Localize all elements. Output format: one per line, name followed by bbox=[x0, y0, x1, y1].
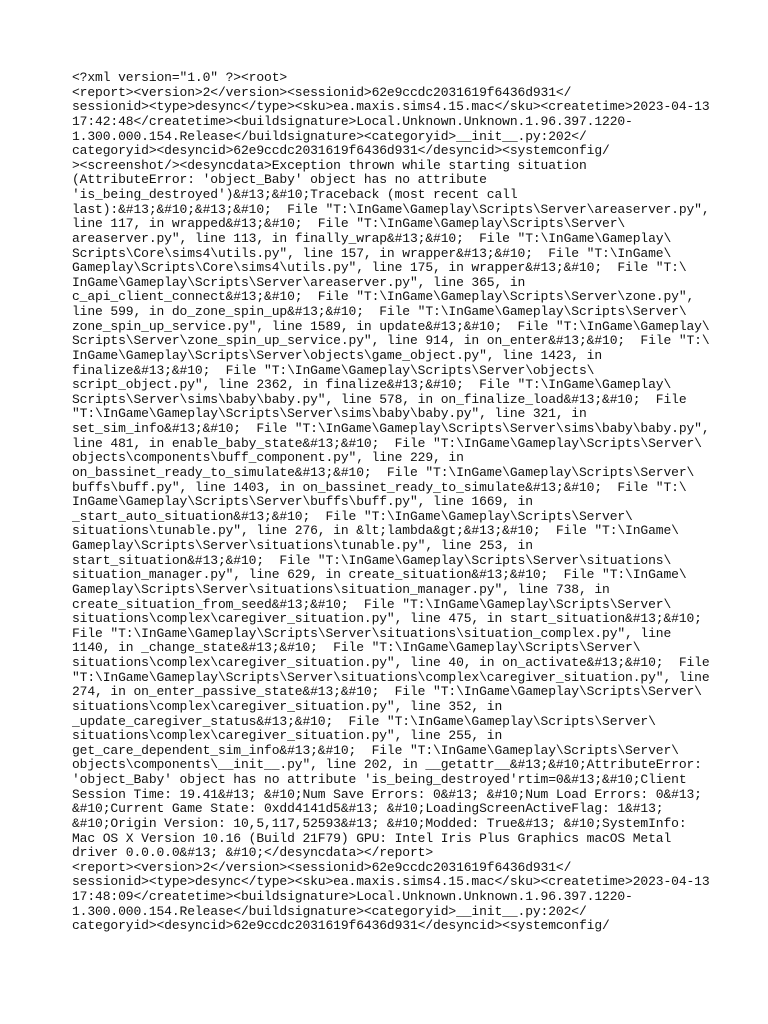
text-line: situations\tunable.py", line 276, in &lt;lambda&gt;&#13;&#10; File "T:\InGame\ bbox=[72, 523, 679, 539]
text-line: objects\components\__init__.py", line 202, in __getattr__&#13;&#10;AttributeError: bbox=[72, 757, 702, 773]
text-line: Scripts\Core\sims4\utils.py", line 157, in wrapper&#13;&#10; File "T:\InGame\ bbox=[72, 245, 672, 261]
text-line: 17:42:48</createtime><buildsignature>Local.Unknown.Unknown.1.96.397.1220- bbox=[72, 113, 633, 129]
text-line: situations\complex\caregiver_situation.py", line 255, in bbox=[72, 728, 503, 744]
text-line: InGame\Gameplay\Scripts\Server\areaserver.py", line 365, in bbox=[72, 274, 526, 290]
text-line: line 481, in enable_baby_state&#13;&#10; File "T:\InGame\Gameplay\Scripts\Server\ bbox=[72, 435, 702, 451]
text-line: situations\complex\caregiver_situation.py", line 352, in bbox=[72, 698, 503, 714]
document-page bbox=[72, 71, 712, 934]
text-line: "T:\InGame\Gameplay\Scripts\Server\situations\complex\caregiver_situation.py", line bbox=[72, 669, 710, 685]
text-line: driver 0.0.0.0&#13; &#10;</desyncdata></report> bbox=[72, 845, 434, 861]
text-line: categoryid><desyncid>62e9ccdc2031619f6436d931</desyncid><systemconfig/ bbox=[72, 143, 610, 159]
text-line: categoryid><desyncid>62e9ccdc2031619f6436d931</desyncid><systemconfig/ bbox=[72, 918, 610, 934]
text-line: InGame\Gameplay\Scripts\Server\objects\game_object.py", line 1423, in bbox=[72, 347, 603, 363]
text-line: 1140, in _change_state&#13;&#10; File "T:\InGame\Gameplay\Scripts\Server\ bbox=[72, 640, 641, 656]
text-line: Gameplay\Scripts\Server\situations\tunable.py", line 253, in bbox=[72, 538, 533, 553]
text-line: &#10;Current Game State: 0xdd4141d5&#13; &#10;LoadingScreenActiveFlag: 1&#13; bbox=[72, 801, 664, 817]
text-line: "T:\InGame\Gameplay\Scripts\Server\sims\baby\baby.py", line 321, in bbox=[72, 406, 587, 422]
text-line: 1.300.000.154.Release</buildsignature><categoryid>__init__.py:202</ bbox=[72, 903, 587, 919]
text-line: InGame\Gameplay\Scripts\Server\buffs\buff.py", line 1669, in bbox=[72, 494, 533, 510]
text-line: 'is_being_destroyed')&#13;&#10;Traceback (most recent call bbox=[72, 187, 518, 202]
text-line: create_situation_from_seed&#13;&#10; File "T:\InGame\Gameplay\Scripts\Server\ bbox=[72, 596, 672, 612]
text-line: Scripts\Server\sims\baby\baby.py", line 578, in on_finalize_load&#13;&#10; File bbox=[72, 391, 687, 407]
text-line: _start_auto_situation&#13;&#10; File "T:\InGame\Gameplay\Scripts\Server\ bbox=[72, 508, 633, 524]
text-line: sessionid><type>desync</type><sku>ea.maxis.sims4.15.mac</sku><createtime>2023-04-13 bbox=[72, 99, 710, 115]
text-line: buffs\buff.py", line 1403, in on_bassinet_ready_to_simulate&#13;&#10; File "T:\ bbox=[72, 479, 687, 495]
text-line: &#10;Origin Version: 10,5,117,52593&#13; &#10;Modded: True&#13; &#10;SystemInfo: bbox=[72, 815, 687, 831]
text-line: on_bassinet_ready_to_simulate&#13;&#10; File "T:\InGame\Gameplay\Scripts\Server\ bbox=[72, 464, 695, 480]
text-line: areaserver.py", line 113, in finally_wrap&#13;&#10; File "T:\InGame\Gameplay\ bbox=[72, 230, 672, 246]
text-line: File "T:\InGame\Gameplay\Scripts\Server\situations\situation_complex.py", line bbox=[72, 625, 672, 641]
text-line: set_sim_info&#13;&#10; File "T:\InGame\Gameplay\Scripts\Server\sims\baby\baby.py", bbox=[72, 421, 710, 436]
text-line: zone_spin_up_service.py", line 1589, in update&#13;&#10; File "T:\InGame\Gameplay\ bbox=[72, 318, 710, 334]
text-line: 1.300.000.154.Release</buildsignature><categoryid>__init__.py:202</ bbox=[72, 128, 587, 144]
text-line: sessionid><type>desync</type><sku>ea.maxis.sims4.15.mac</sku><createtime>2023-04-13 bbox=[72, 874, 710, 890]
text-line: get_care_dependent_sim_info&#13;&#10; File "T:\InGame\Gameplay\Scripts\Server\ bbox=[72, 742, 679, 758]
text-line: Gameplay\Scripts\Core\sims4\utils.py", line 175, in wrapper&#13;&#10; File "T:\ bbox=[72, 260, 687, 276]
text-line: Gameplay\Scripts\Server\situations\situation_manager.py", line 738, in bbox=[72, 581, 610, 597]
text-line: 274, in on_enter_passive_state&#13;&#10; File "T:\InGame\Gameplay\Scripts\Server\ bbox=[72, 684, 702, 700]
text-line: finalize&#13;&#10; File "T:\InGame\Gameplay\Scripts\Server\objects\ bbox=[72, 362, 595, 378]
text-line: last):&#13;&#10;&#13;&#10; File "T:\InGame\Gameplay\Scripts\Server\areaserver.py", bbox=[72, 201, 710, 217]
text-line: situations\complex\caregiver_situation.py", line 40, in on_activate&#13;&#10; File bbox=[72, 655, 710, 670]
text-line: 'object_Baby' object has no attribute 'is_being_destroyed'rtim=0&#13;&#10;Client bbox=[72, 772, 687, 787]
text-line: <report><version>2</version><sessionid>62e9ccdc2031619f6436d931</ bbox=[72, 84, 572, 100]
text-line: ><screenshot/><desyncdata>Exception thrown while starting situation bbox=[72, 157, 587, 173]
text-line: line 599, in do_zone_spin_up&#13;&#10; File "T:\InGame\Gameplay\Scripts\Server\ bbox=[72, 304, 687, 319]
text-line: objects\components\buff_component.py", line 229, in bbox=[72, 450, 464, 466]
text-line: (AttributeError: 'object_Baby' object has no attribute bbox=[72, 172, 487, 188]
text-line: Mac OS X Version 10.16 (Build 21F79) GPU: Intel Iris Plus Graphics macOS Metal bbox=[72, 830, 672, 846]
text-line: Session Time: 19.41&#13; &#10;Num Save Errors: 0&#13; &#10;Num Load Errors: 0&#13; bbox=[72, 786, 702, 802]
text-line: 17:48:09</createtime><buildsignature>Local.Unknown.Unknown.1.96.397.1220- bbox=[72, 889, 633, 904]
text-line: script_object.py", line 2362, in finalize&#13;&#10; File "T:\InGame\Gameplay\ bbox=[72, 377, 672, 393]
text-line: <report><version>2</version><sessionid>62e9ccdc2031619f6436d931</ bbox=[72, 859, 572, 875]
text-line: situation_manager.py", line 629, in create_situation&#13;&#10; File "T:\InGame\ bbox=[72, 567, 687, 583]
text-line: start_situation&#13;&#10; File "T:\InGame\Gameplay\Scripts\Server\situations\ bbox=[72, 552, 672, 568]
text-line: _update_caregiver_status&#13;&#10; File "T:\InGame\Gameplay\Scripts\Server\ bbox=[72, 713, 656, 729]
text-line: Scripts\Server\zone_spin_up_service.py", line 914, in on_enter&#13;&#10; File "T:\ bbox=[72, 333, 710, 349]
text-line: situations\complex\caregiver_situation.py", line 475, in start_situation&#13;&#10; bbox=[72, 611, 702, 627]
text-line: line 117, in wrapped&#13;&#10; File "T:\InGame\Gameplay\Scripts\Server\ bbox=[72, 216, 626, 232]
text-line: <?xml version="1.0" ?><root> bbox=[72, 70, 288, 85]
text-line: c_api_client_connect&#13;&#10; File "T:\InGame\Gameplay\Scripts\Server\zone.py", bbox=[72, 289, 695, 305]
